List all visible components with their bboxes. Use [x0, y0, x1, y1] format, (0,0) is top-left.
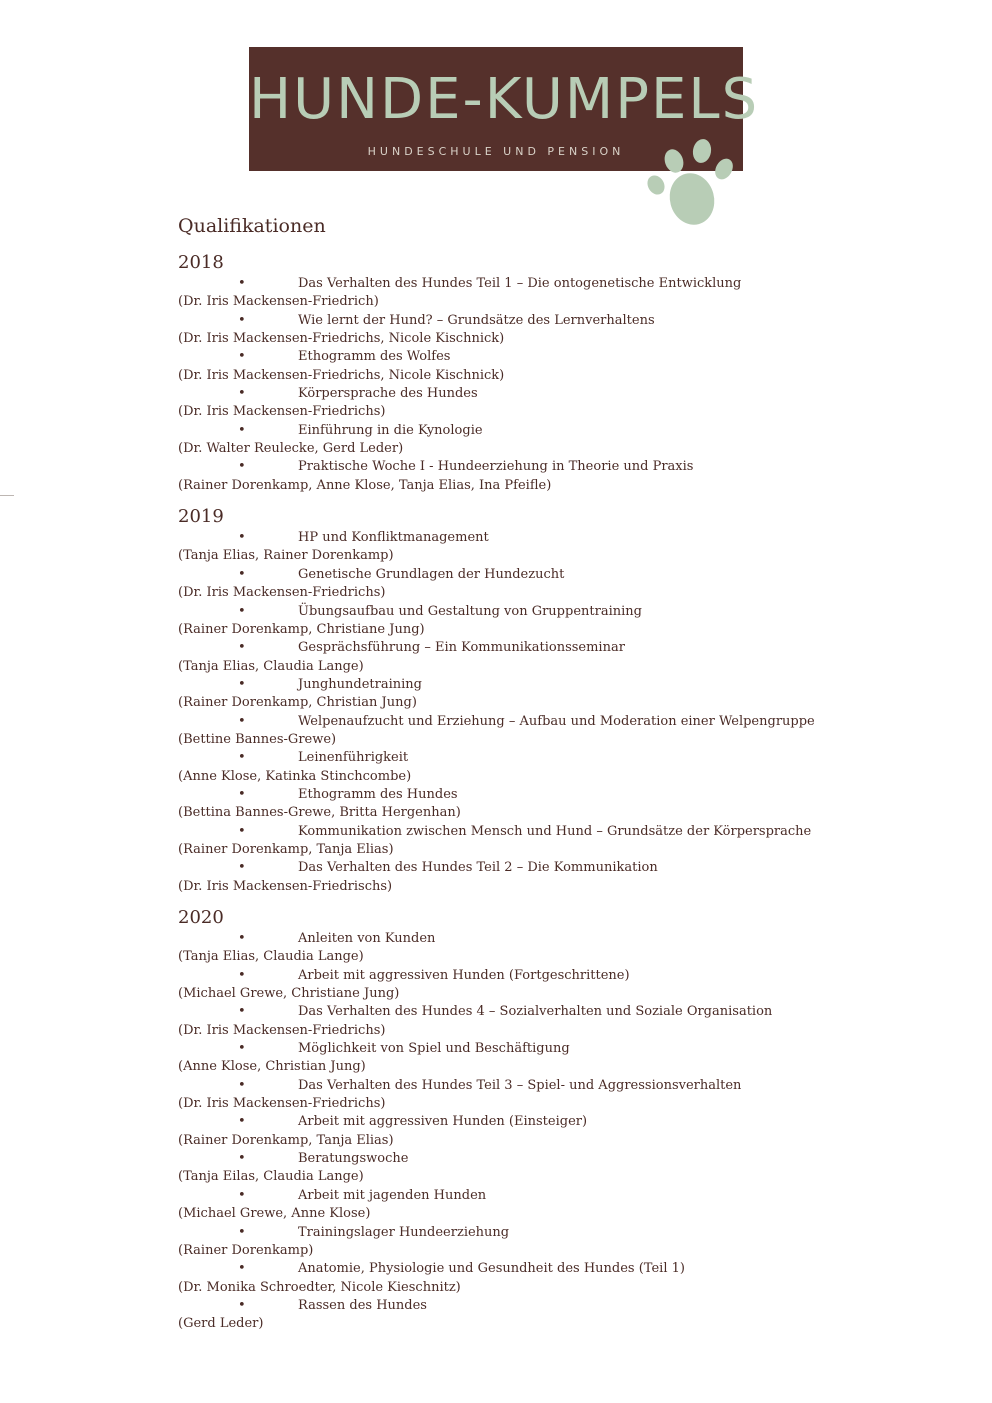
course-item: [178, 749, 858, 786]
course-instructors: (Rainer Dorenkamp, Tanja Elias): [178, 841, 394, 857]
course-item: [178, 385, 858, 422]
bullet-icon: •: [238, 566, 246, 582]
course-line: [178, 676, 858, 694]
course-title: Junghundetraining: [298, 676, 422, 692]
course-instructors: (Tanja Elias, Claudia Lange): [178, 658, 364, 674]
bullet-icon: •: [238, 1224, 246, 1240]
course-title: Das Verhalten des Hundes Teil 2 – Die Kommunikation: [298, 860, 658, 876]
course-item: [178, 566, 858, 603]
course-item: [178, 823, 858, 860]
course-item: [178, 1077, 858, 1114]
course-title: Welpenaufzucht und Erziehung – Aufbau und Moderation einer Welpengruppe: [298, 713, 815, 729]
course-item: [178, 1187, 858, 1224]
course-instructors: (Dr. Iris Mackensen-Friedrichs): [178, 585, 386, 601]
course-item: [178, 1150, 858, 1187]
bullet-icon: •: [238, 1041, 246, 1057]
course-instructors: (Rainer Dorenkamp): [178, 1242, 314, 1258]
course-instructors: (Dr. Iris Mackensen-Friedrichs): [178, 1096, 386, 1112]
course-line: [178, 529, 858, 547]
bullet-icon: •: [238, 349, 246, 365]
course-item: [178, 312, 858, 349]
year-section-2018: [178, 250, 858, 495]
course-title: Beratungswoche: [298, 1151, 409, 1167]
bullet-icon: •: [238, 713, 246, 729]
bullet-icon: •: [238, 603, 246, 619]
course-title: Ethogramm des Wolfes: [298, 349, 451, 365]
course-line: [178, 823, 858, 841]
course-item: [178, 967, 858, 1004]
course-title: Anatomie, Physiologie und Gesundheit des Hundes (Teil 1): [298, 1261, 685, 1277]
course-title: Arbeit mit aggressiven Hunden (Einsteiger): [298, 1114, 588, 1130]
course-title: HP und Konfliktmanagement: [298, 530, 489, 546]
course-title: Das Verhalten des Hundes 4 – Sozialverhalten und Soziale Organisation: [298, 1004, 773, 1020]
course-instructors: (Tanja Eilas, Claudia Lange): [178, 1169, 364, 1185]
course-instructors: (Rainer Dorenkamp, Anne Klose, Tanja Elias, Ina Pfeifle): [178, 477, 552, 493]
course-item: [178, 422, 858, 459]
bullet-icon: •: [238, 530, 246, 546]
course-title: Wie lernt der Hund? – Grundsätze des Lernverhaltens: [298, 312, 655, 328]
course-line: [178, 639, 858, 657]
bullet-icon: •: [238, 786, 246, 802]
bullet-icon: •: [238, 422, 246, 438]
course-title: Genetische Grundlagen der Hundezucht: [298, 566, 565, 582]
qualifications-content: [178, 212, 858, 1343]
course-item: [178, 1003, 858, 1040]
course-title: Trainingslager Hundeerziehung: [298, 1224, 510, 1240]
course-instructors: (Tanja Elias, Claudia Lange): [178, 949, 364, 965]
bullet-icon: •: [238, 1151, 246, 1167]
course-line: [178, 1224, 858, 1242]
course-title: Anleiten von Kunden: [298, 931, 436, 946]
course-line: [178, 1187, 858, 1205]
course-item: [178, 275, 858, 312]
page-title: Qualifikationen: [178, 215, 326, 237]
course-instructors: (Rainer Dorenkamp, Tanja Elias): [178, 1132, 394, 1148]
bullet-icon: •: [238, 640, 246, 656]
course-line: [178, 859, 858, 877]
bullet-icon: •: [238, 459, 246, 475]
course-title: Rassen des Hundes: [298, 1297, 427, 1313]
course-item: [178, 859, 858, 896]
course-line: [178, 1297, 858, 1315]
course-item: [178, 529, 858, 566]
course-title: Ethogramm des Hundes: [298, 786, 458, 802]
course-item: [178, 1224, 858, 1261]
course-line: [178, 967, 858, 985]
bullet-icon: •: [238, 967, 246, 983]
course-line: [178, 1003, 858, 1021]
year-heading: 2019: [178, 506, 224, 528]
course-title: Arbeit mit jagenden Hunden: [298, 1187, 487, 1203]
course-title: Einführung in die Kynologie: [298, 422, 483, 438]
course-title: Kommunikation zwischen Mensch und Hund – Grundsätze der Körpersprache: [298, 823, 812, 839]
bullet-icon: •: [238, 1261, 246, 1277]
course-title: Das Verhalten des Hundes Teil 1 – Die ontogenetische Entwicklung: [298, 276, 742, 291]
course-instructors: (Rainer Dorenkamp, Christiane Jung): [178, 621, 425, 637]
logo-title: HUNDE-KUMPELS: [249, 67, 760, 132]
margin-mark: [0, 495, 14, 496]
course-line: [178, 1077, 858, 1095]
year-heading: 2018: [178, 252, 224, 273]
bullet-icon: •: [238, 750, 246, 766]
course-line: [178, 275, 858, 293]
bullet-icon: •: [238, 1297, 246, 1313]
course-instructors: (Michael Grewe, Christiane Jung): [178, 986, 400, 1002]
logo-subtitle: HUNDESCHULE UND PENSION: [367, 145, 625, 158]
course-line: [178, 786, 858, 804]
course-instructors: (Dr. Iris Mackensen-Friedrischs): [178, 878, 393, 894]
course-title: Möglichkeit von Spiel und Beschäftigung: [298, 1041, 570, 1057]
years-list: [178, 250, 858, 1334]
course-instructors: (Anne Klose, Katinka Stinchcombe): [178, 768, 412, 784]
course-line: [178, 348, 858, 366]
course-instructors: (Dr. Iris Mackensen-Friedrichs): [178, 404, 386, 420]
course-item: [178, 1260, 858, 1297]
course-item: [178, 639, 858, 676]
course-line: [178, 422, 858, 440]
course-item: [178, 1297, 858, 1334]
course-instructors: (Bettine Bannes-Grewe): [178, 731, 337, 747]
bullet-icon: •: [238, 386, 246, 402]
course-title: Übungsaufbau und Gestaltung von Gruppentraining: [298, 603, 642, 619]
bullet-icon: •: [238, 1114, 246, 1130]
course-instructors: (Dr. Iris Mackensen-Friedrichs, Nicole Kischnick): [178, 367, 505, 383]
course-line: [178, 385, 858, 403]
course-item: [178, 676, 858, 713]
year-heading: 2020: [178, 907, 224, 928]
course-instructors: (Michael Grewe, Anne Klose): [178, 1206, 371, 1222]
course-instructors: (Dr. Walter Reulecke, Gerd Leder): [178, 441, 404, 457]
bullet-icon: •: [238, 1004, 246, 1020]
course-title: Gesprächsführung – Ein Kommunikationsseminar: [298, 640, 625, 656]
year-section-2019: [178, 504, 858, 896]
course-line: [178, 566, 858, 584]
course-instructors: (Dr. Iris Mackensen-Friedrichs, Nicole Kischnick): [178, 331, 505, 347]
course-line: [178, 1113, 858, 1131]
course-title: Praktische Woche I - Hundeerziehung in Theorie und Praxis: [298, 459, 694, 475]
course-line: [178, 930, 858, 948]
bullet-icon: •: [238, 676, 246, 692]
course-instructors: (Bettina Bannes-Grewe, Britta Hergenhan): [178, 805, 461, 821]
bullet-icon: •: [238, 1187, 246, 1203]
course-item: [178, 603, 858, 640]
bullet-icon: •: [238, 312, 246, 328]
course-instructors: (Anne Klose, Christian Jung): [178, 1059, 366, 1075]
course-instructors: (Gerd Leder): [178, 1316, 264, 1332]
bullet-icon: •: [238, 823, 246, 839]
course-title: Das Verhalten des Hundes Teil 3 – Spiel- und Aggressionsverhalten: [298, 1077, 742, 1093]
course-line: [178, 312, 858, 330]
course-item: [178, 348, 858, 385]
course-line: [178, 603, 858, 621]
bullet-icon: •: [238, 1077, 246, 1093]
course-title: Körpersprache des Hundes: [298, 386, 478, 402]
course-instructors: (Rainer Dorenkamp, Christian Jung): [178, 695, 417, 711]
course-item: [178, 713, 858, 750]
course-item: [178, 458, 858, 495]
course-title: Leinenführigkeit: [298, 750, 409, 766]
bullet-icon: •: [238, 860, 246, 876]
course-item: [178, 1040, 858, 1077]
course-line: [178, 1150, 858, 1168]
course-item: [178, 930, 858, 967]
course-line: [178, 1260, 858, 1278]
bullet-icon: •: [238, 931, 246, 946]
course-item: [178, 1113, 858, 1150]
course-line: [178, 713, 858, 731]
course-instructors: (Dr. Monika Schroedter, Nicole Kieschnitz): [178, 1279, 461, 1295]
course-item: [178, 786, 858, 823]
course-line: [178, 458, 858, 476]
course-instructors: (Dr. Iris Mackensen-Friedrich): [178, 294, 379, 310]
course-line: [178, 749, 858, 767]
year-section-2020: [178, 905, 858, 1334]
course-line: [178, 1040, 858, 1058]
course-instructors: (Dr. Iris Mackensen-Friedrichs): [178, 1022, 386, 1038]
bullet-icon: •: [238, 276, 246, 291]
course-instructors: (Tanja Elias, Rainer Dorenkamp): [178, 548, 394, 564]
course-title: Arbeit mit aggressiven Hunden (Fortgeschrittene): [298, 967, 630, 983]
